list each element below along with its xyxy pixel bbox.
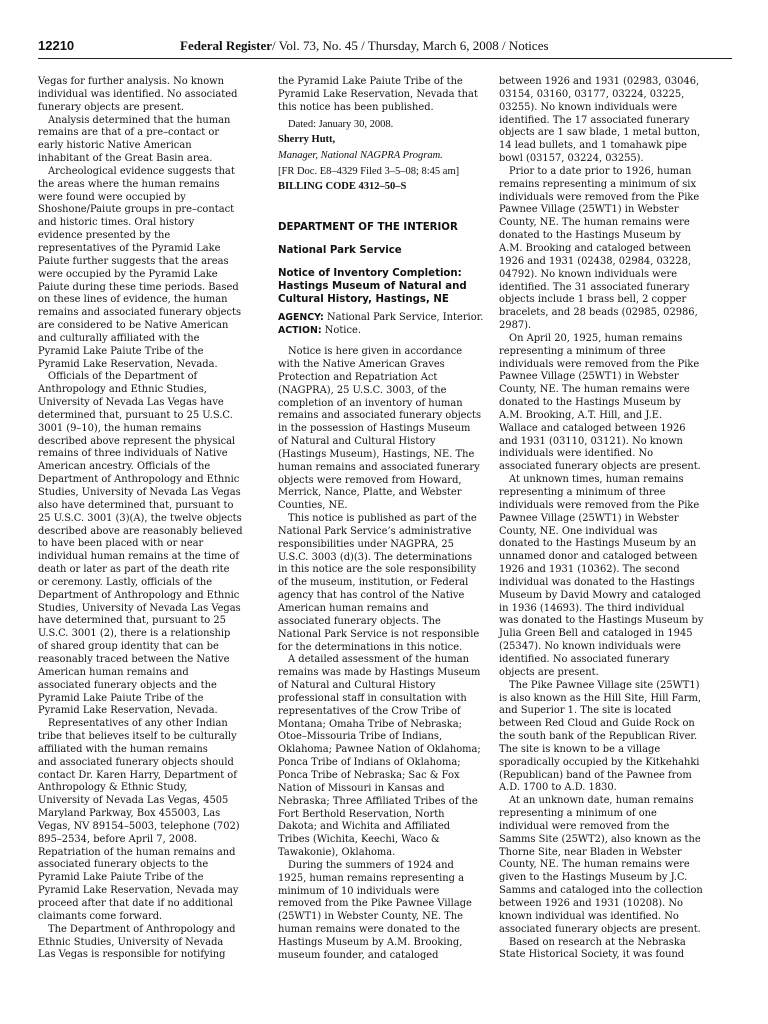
- text-line: associated funerary objects to the: [38, 859, 209, 871]
- text-line: donated to the Hastings Museum by an: [499, 538, 697, 550]
- text-line: Fort Berthold Reservation, North: [278, 808, 445, 820]
- text-line: objects are present.: [499, 666, 599, 678]
- text-line: between 1926 and 1931 (02983, 03046,: [499, 76, 700, 87]
- text-line: The Department of Anthropology and: [48, 923, 236, 935]
- text-line: the Pyramid Lake Paiute Tribe of the: [278, 76, 463, 87]
- text-line: Pyramid Lake Paiute Tribe of the: [38, 872, 204, 884]
- issue-info: / Vol. 73, No. 45 / Thursday, March 6, 2008 / Notices: [272, 38, 549, 53]
- text-line: 25 U.S.C. 3001 (3)(A), the twelve objects: [38, 512, 242, 524]
- text-line: agency that has control of the Native: [278, 590, 465, 602]
- text-line: claimants come forward.: [38, 910, 163, 922]
- text-line: University of Nevada Las Vegas have: [38, 397, 224, 409]
- text-line: given to the Hastings Museum by J.C.: [499, 872, 688, 884]
- text-line: and culturally affiliated with the: [38, 332, 200, 344]
- text-line: 03154, 03160, 03177, 03224, 03225,: [499, 88, 685, 100]
- text-line: completion of an inventory of human: [278, 397, 463, 409]
- text-line: Protection and Repatriation Act: [278, 371, 438, 383]
- text-line: Hastings Museum by A.M. Brooking,: [278, 936, 463, 948]
- text-line: individual was identified. No associated: [38, 88, 238, 100]
- text-line: was donated to the Hastings Museum by: [499, 615, 704, 627]
- text-line: for the determinations in this notice.: [278, 641, 463, 653]
- text-line: (25WT1) in Webster County, NE. The: [278, 911, 463, 923]
- text-line: 04792). No known individuals were: [499, 268, 678, 280]
- text-line: identified. No associated funerary: [499, 653, 670, 665]
- text-line: proceed after that date if no additional: [38, 898, 233, 909]
- text-line: the areas where the human remains: [38, 178, 220, 190]
- text-line: remains was made by Hastings Museum: [278, 667, 481, 679]
- text-line: described above are reasonably believed: [38, 525, 243, 537]
- text-line: Anthropology & Ethnic Study,: [38, 782, 188, 794]
- text-line: Pyramid Lake Paiute Tribe of the: [38, 692, 204, 704]
- text-line: Pyramid Lake Reservation, Nevada.: [38, 358, 218, 370]
- action-value: Notice.: [324, 325, 361, 337]
- text-line: individuals were removed from the Pike: [499, 191, 700, 203]
- text-line: Pyramid Lake Reservation, Nevada that: [278, 88, 478, 100]
- text-line: Notice is here given in accordance: [288, 346, 463, 358]
- text-line: donated to the Hastings Museum by: [499, 230, 681, 242]
- text-line: At an unknown date, human remains: [509, 795, 694, 807]
- text-line: (NAGPRA), 25 U.S.C. 3003, of the: [278, 384, 447, 396]
- text-line: This notice is published as part of the: [288, 513, 477, 525]
- text-line: individuals were identified. No: [499, 448, 654, 460]
- text-line: Ponca Tribe of Nebraska; Sac & Fox: [278, 769, 460, 781]
- text-line: 1926 and 1931 (10362). The second: [499, 564, 680, 576]
- text-line: State Historical Society, it was found: [499, 949, 685, 961]
- text-line: human remains were donated to the: [278, 924, 461, 936]
- text-line: On April 20, 1925, human remains: [509, 332, 683, 344]
- text-line: of the museum, institution, or Federal: [278, 577, 469, 589]
- dated-line: Dated: January 30, 2008.: [288, 118, 394, 130]
- text-line: objects are 1 saw blade, 1 metal button,: [499, 127, 701, 139]
- text-line: and Superior 1. The site is located: [499, 705, 672, 717]
- text-line: American human remains and: [278, 603, 429, 614]
- text-line: Analysis determined that the human: [48, 114, 231, 126]
- text-line: between 1926 and 1931 (10208). No: [499, 898, 684, 909]
- text-line: individuals were removed from the Pike: [499, 499, 700, 511]
- text-line: American ancestry. Officials of the: [38, 461, 211, 473]
- action-line: [278, 325, 506, 338]
- text-line: During the summers of 1924 and: [288, 859, 454, 871]
- text-line: Representatives of any other Indian: [48, 718, 228, 730]
- text-line: Pawnee Village (25WT1) in Webster: [499, 512, 679, 524]
- text-line: Samms Site (25WT2), also known as the: [499, 833, 701, 845]
- text-line: human remains and associated funerary: [278, 461, 480, 473]
- text-line: in the possession of Hastings Museum: [278, 423, 471, 435]
- text-line: A.M. Brooking and cataloged between: [499, 242, 691, 254]
- text-line: Otoe–Missouria Tribe of Indians,: [278, 731, 443, 743]
- text-line: Nebraska; Three Affiliated Tribes of the: [278, 795, 478, 807]
- text-line: Ethnic Studies, University of Nevada: [38, 936, 224, 948]
- text-line: A detailed assessment of the human: [288, 654, 469, 666]
- text-line: Pyramid Lake Paiute Tribe of the: [38, 345, 204, 357]
- text-line: objects were removed from Howard,: [278, 474, 462, 486]
- text-line: Tribes (Wichita, Keechi, Waco &: [278, 834, 440, 846]
- text-line: were found were occupied by: [38, 191, 186, 203]
- text-line: Studies, University of Nevada Las Vegas: [38, 602, 241, 614]
- text-line: Based on research at the Nebraska: [509, 936, 686, 948]
- text-line: Studies, University of Nevada Las Vegas: [38, 487, 241, 498]
- text-line: associated funerary objects. The: [278, 615, 441, 627]
- text-line: Ponca Tribe of Indians of Oklahoma;: [278, 757, 461, 769]
- text-line: At unknown times, human remains: [509, 474, 684, 486]
- text-line: American human remains and: [38, 666, 189, 678]
- text-line: 1926 and 1931 (02438, 02984, 03228,: [499, 255, 692, 267]
- text-line: Repatriation of the human remains and: [38, 846, 236, 858]
- text-line: U.S.C. 3001 (2), there is a relationship: [38, 628, 231, 640]
- text-line: Shoshone/Paiute groups in pre–contact: [38, 204, 235, 216]
- text-line: Pyramid Lake Reservation, Nevada may: [38, 885, 239, 897]
- text-line: individual was donated to the Hastings: [499, 576, 695, 588]
- running-header: [180, 38, 549, 54]
- text-line: The Pike Pawnee Village site (25WT1): [509, 679, 700, 691]
- text-line: Museum by David Mowry and cataloged: [499, 589, 701, 601]
- text-line: 895–2534, before April 7, 2008.: [38, 833, 198, 845]
- text-line: Department of Anthropology and Ethnic: [38, 589, 240, 601]
- text-line: this notice has been published.: [278, 101, 434, 113]
- billing-code: BILLING CODE 4312–50–S: [278, 180, 407, 192]
- text-line: evidence presented by the: [38, 230, 171, 242]
- text-line: Nation of Missouri in Kansas and: [278, 782, 445, 794]
- signature-block: [278, 119, 506, 194]
- text-line: (Republican) band of the Pawnee from: [499, 769, 692, 781]
- text-line: have determined that, pursuant to 25: [38, 615, 226, 627]
- text-line: Merrick, Nance, Platte, and Webster: [278, 487, 462, 499]
- text-line: Thorne Site, near Bladen in Webster: [499, 846, 682, 858]
- text-line: of Natural and Cultural History: [278, 680, 436, 692]
- column-left: [38, 76, 266, 962]
- department-heading: DEPARTMENT OF THE INTERIOR: [278, 221, 458, 233]
- text-line: Paiute further suggests that the areas: [38, 255, 229, 267]
- text-line: Julia Green Bell and cataloged in 1945: [499, 628, 693, 640]
- action-label: ACTION:: [278, 325, 322, 337]
- text-line: Montana; Omaha Tribe of Nebraska;: [278, 718, 462, 730]
- text-line: National Park Service’s administrative: [278, 525, 472, 537]
- text-line: sporadically occupied by the Kitkehahki: [499, 756, 700, 768]
- text-line: County, NE. The human remains were: [499, 384, 690, 396]
- text-line: identified. The 17 associated funerary: [499, 114, 690, 126]
- text-line: individuals were removed from the Pike: [499, 358, 700, 370]
- text-line: contact Dr. Karen Harry, Department of: [38, 769, 237, 781]
- column-right: [499, 76, 727, 962]
- text-line: individual were removed from the: [499, 820, 670, 832]
- text-line: Paiute during these time periods. Based: [38, 281, 239, 293]
- text-line: representatives of the Crow Tribe of: [278, 705, 461, 717]
- text-line: U.S.C. 3003 (d)(3). The determinations: [278, 551, 473, 563]
- text-line: are considered to be Native American: [38, 320, 229, 332]
- text-line: minimum of 10 individuals were: [278, 885, 440, 897]
- agency-heading: National Park Service: [278, 244, 402, 256]
- text-line: A.D. 1700 to A.D. 1830.: [499, 782, 617, 794]
- notice-title-line: Hastings Museum of Natural and: [278, 281, 467, 293]
- agency-line: [278, 312, 506, 325]
- text-line: representatives of the Pyramid Lake: [38, 242, 221, 254]
- text-line: on these lines of evidence, the human: [38, 294, 228, 306]
- page-number: 12210: [38, 38, 75, 53]
- text-line: were occupied by the Pyramid Lake: [38, 268, 218, 280]
- text-line: death or later as part of the death rite: [38, 564, 230, 576]
- text-line: donated to the Hastings Museum by: [499, 397, 681, 409]
- agency-value: National Park Service, Interior.: [326, 312, 484, 324]
- text-line: the south bank of the Republican River.: [499, 731, 698, 743]
- text-line: is also known as the Hill Site, Hill Farm,: [499, 692, 701, 704]
- text-line: associated funerary objects are present.: [499, 923, 701, 935]
- text-line: Pawnee Village (25WT1) in Webster: [499, 371, 679, 383]
- text-line: representing a minimum of three: [499, 345, 666, 357]
- text-line: County, NE. The human remains were: [499, 859, 690, 871]
- text-line: Pawnee Village (25WT1) in Webster: [499, 204, 679, 216]
- notice-title: [278, 267, 506, 306]
- text-line: 3001 (9–10), the human remains: [38, 422, 202, 434]
- text-line: bracelets, and 28 beads (02985, 02986,: [499, 307, 698, 319]
- text-line: remains and associated funerary objects: [278, 410, 482, 422]
- text-line: reasonably traced between the Native: [38, 653, 230, 665]
- text-line: to have been placed with or near: [38, 538, 204, 550]
- text-line: unnamed donor and cataloged between: [499, 551, 698, 563]
- text-line: Officials of the Department of: [48, 371, 198, 383]
- text-line: in this notice are the sole responsibility: [278, 564, 477, 576]
- text-line: Dakota; and Wichita and Affiliated: [278, 821, 451, 833]
- text-line: funerary objects are present.: [38, 101, 184, 113]
- text-line: early historic Native American: [38, 140, 192, 152]
- notice-title-line: Cultural History, Hastings, NE: [278, 294, 449, 306]
- text-line: Las Vegas is responsible for notifying: [38, 949, 226, 961]
- text-line: of shared group identity that can be: [38, 641, 219, 653]
- text-line: 03255). No known individuals were: [499, 101, 678, 113]
- text-line: Anthropology and Ethnic Studies,: [38, 384, 207, 396]
- text-line: museum founder, and cataloged: [278, 949, 439, 961]
- text-line: tribe that believes itself to be culturally: [38, 731, 237, 743]
- text-line: described above represent the physical: [38, 435, 236, 447]
- text-line: known individual was identified. No: [499, 910, 679, 922]
- column-middle-continuation: [278, 76, 506, 115]
- agency-label: AGENCY:: [278, 312, 324, 324]
- text-line: associated funerary objects are present.: [499, 461, 701, 473]
- text-line: (Hastings Museum), Hastings, NE. The: [278, 448, 475, 460]
- page-header: [38, 38, 732, 59]
- text-line: determined that, pursuant to 25 U.S.C.: [38, 409, 233, 421]
- text-line: of Natural and Cultural History: [278, 436, 436, 448]
- text-line: Archeological evidence suggests that: [48, 165, 235, 177]
- signer-title: Manager, National NAGPRA Program.: [278, 150, 443, 162]
- journal-name: Federal Register: [180, 38, 273, 53]
- text-line: Prior to a date prior to 1926, human: [509, 165, 692, 177]
- text-line: between Red Cloud and Guide Rock on: [499, 718, 695, 730]
- text-line: or ceremony. Lastly, officials of the: [38, 576, 213, 588]
- text-line: representing a minimum of one: [499, 808, 657, 820]
- text-line: University of Nevada Las Vegas, 4505: [38, 795, 229, 807]
- text-line: Maryland Parkway, Box 455003, Las: [38, 808, 221, 820]
- text-line: removed from the Pike Pawnee Village: [278, 898, 472, 910]
- fr-doc-line: [FR Doc. E8–4329 Filed 3–5–08; 8:45 am]: [278, 166, 460, 178]
- text-line: remains are that of a pre–contact or: [38, 127, 220, 139]
- text-line: identified. The 31 associated funerary: [499, 281, 690, 293]
- text-line: objects include 1 brass bell, 2 copper: [499, 294, 687, 306]
- text-line: bowl (03157, 03224, 03255).: [499, 153, 644, 165]
- notice-title-line: Notice of Inventory Completion:: [278, 268, 462, 280]
- text-line: and historic times. Oral history: [38, 217, 195, 229]
- text-line: County, NE. One individual was: [499, 525, 658, 537]
- text-line: 14 lead bullets, and 1 tomahawk pipe: [499, 140, 687, 152]
- text-line: and associated funerary objects should: [38, 756, 234, 768]
- text-line: Department of Anthropology and Ethnic: [38, 474, 240, 486]
- text-line: in 1936 (14693). The third individual: [499, 602, 685, 614]
- text-line: Wallace and cataloged between 1926: [499, 422, 686, 434]
- text-line: A.M. Brooking, A.T. Hill, and J.E.: [499, 409, 663, 421]
- text-line: remains representing a minimum of six: [499, 178, 697, 190]
- text-line: Vegas for further analysis. No known: [38, 76, 224, 87]
- text-line: Samms and cataloged into the collection: [499, 885, 703, 897]
- text-line: professional staff in consultation with: [278, 692, 467, 704]
- text-line: inhabitant of the Great Basin area.: [38, 153, 213, 165]
- text-line: also have determined that, pursuant to: [38, 499, 234, 511]
- text-line: (25347). No known individuals were: [499, 641, 681, 653]
- text-line: affiliated with the human remains: [38, 743, 208, 755]
- text-line: County, NE. The human remains were: [499, 217, 690, 229]
- text-line: Oklahoma; Pawnee Nation of Oklahoma;: [278, 744, 481, 756]
- text-line: 2987).: [499, 320, 532, 332]
- text-line: Vegas, NV 89154–5003, telephone (702): [38, 820, 240, 832]
- text-line: The site is known to be a village: [499, 743, 661, 755]
- text-line: National Park Service is not responsible: [278, 628, 480, 640]
- text-line: remains of three individuals of Native: [38, 448, 228, 460]
- text-line: with the Native American Graves: [278, 358, 445, 370]
- text-line: individual human remains at the time of: [38, 551, 239, 563]
- signer-name: Sherry Hutt,: [278, 134, 336, 146]
- text-line: Tawakonie), Oklahoma.: [278, 847, 396, 859]
- text-line: Counties, NE.: [278, 500, 348, 512]
- text-line: responsibilities under NAGPRA, 25: [278, 538, 454, 550]
- text-line: Pyramid Lake Reservation, Nevada.: [38, 705, 218, 717]
- column-middle: [278, 76, 506, 963]
- text-line: remains and associated funerary objects: [38, 307, 242, 319]
- text-line: 1925, human remains representing a: [278, 872, 464, 884]
- text-line: representing a minimum of three: [499, 487, 666, 498]
- text-line: and 1931 (03110, 03121). No known: [499, 435, 683, 447]
- text-line: associated funerary objects and the: [38, 679, 217, 691]
- notice-body: [278, 346, 506, 963]
